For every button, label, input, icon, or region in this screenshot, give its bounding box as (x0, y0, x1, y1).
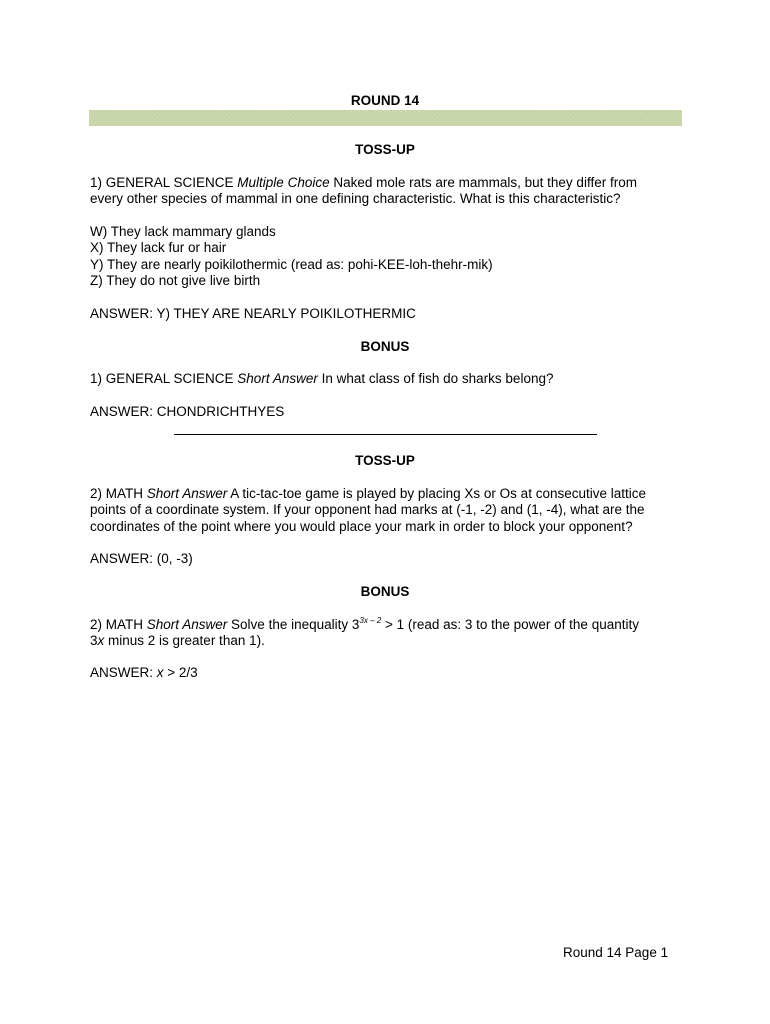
question-type: Short Answer (146, 617, 228, 632)
question-text-line: points of a coordinate system. If your opponent had marks at (-1, -2) and (1, -4), what are the (90, 502, 645, 518)
answer-value: > 2/3 (163, 665, 198, 680)
question-separator (174, 434, 597, 435)
choice-z: Z) They do not give live birth (90, 273, 261, 289)
section-divider-band (89, 110, 682, 126)
question-text: minus 2 is greater than 1). (104, 633, 265, 649)
bonus-heading-1: BONUS (360, 339, 410, 354)
bonus-heading-2: BONUS (360, 584, 410, 599)
round-title: ROUND 14 (350, 93, 420, 108)
question-text: Solve the inequality 3 (227, 617, 360, 632)
question-text: In what class of fish do sharks belong? (317, 371, 554, 386)
tossup-heading-1: TOSS-UP (355, 142, 415, 157)
answer-label: ANSWER: (90, 665, 157, 680)
bonus-answer-2 (90, 665, 690, 681)
question-number-category: 2) MATH (90, 486, 147, 501)
bonus-question-1 (90, 371, 690, 387)
choice-x: X) They lack fur or hair (90, 240, 227, 256)
question-number-category: 1) GENERAL SCIENCE (90, 371, 238, 386)
choice-w: W) They lack mammary glands (90, 224, 276, 239)
tossup-heading-2: TOSS-UP (355, 453, 415, 468)
question-number-category: 1) GENERAL SCIENCE (90, 175, 238, 190)
choice-list (90, 224, 690, 290)
question-text-line: every other species of mammal in one defining characteristic. What is this characteristic? (90, 191, 621, 207)
tossup-question-1 (90, 175, 690, 208)
bonus-answer-1: ANSWER: CHONDRICHTHYES (90, 404, 285, 419)
question-type: Multiple Choice (237, 175, 330, 190)
question-number-category: 2) MATH (90, 617, 147, 632)
question-text: Naked mole rats are mammals, but they differ from (329, 175, 637, 190)
question-text: > 1 (read as: 3 to the power of the quantity (381, 617, 639, 632)
math-variable: x (97, 633, 105, 649)
question-text-line: coordinates of the point where you would place your mark in order to block your opponent? (90, 518, 633, 534)
question-text: A tic-tac-toe game is played by placing Xs or Os at consecutive lattice (227, 486, 647, 501)
question-type: Short Answer (146, 486, 228, 501)
bonus-question-2 (90, 617, 690, 650)
tossup-answer-1: ANSWER: Y) THEY ARE NEARLY POIKILOTHERMIC (90, 306, 416, 321)
tossup-answer-2: ANSWER: (0, -3) (90, 551, 193, 566)
choice-y: Y) They are nearly poikilothermic (read as: pohi-KEE-loh-thehr-mik) (90, 256, 493, 272)
page-footer: Round 14 Page 1 (563, 945, 669, 960)
math-variable: x (156, 665, 164, 680)
tossup-question-2 (90, 486, 690, 535)
question-text: 3 (90, 633, 98, 649)
question-type: Short Answer (237, 371, 318, 386)
exponent: 3x – 2 (359, 616, 382, 625)
